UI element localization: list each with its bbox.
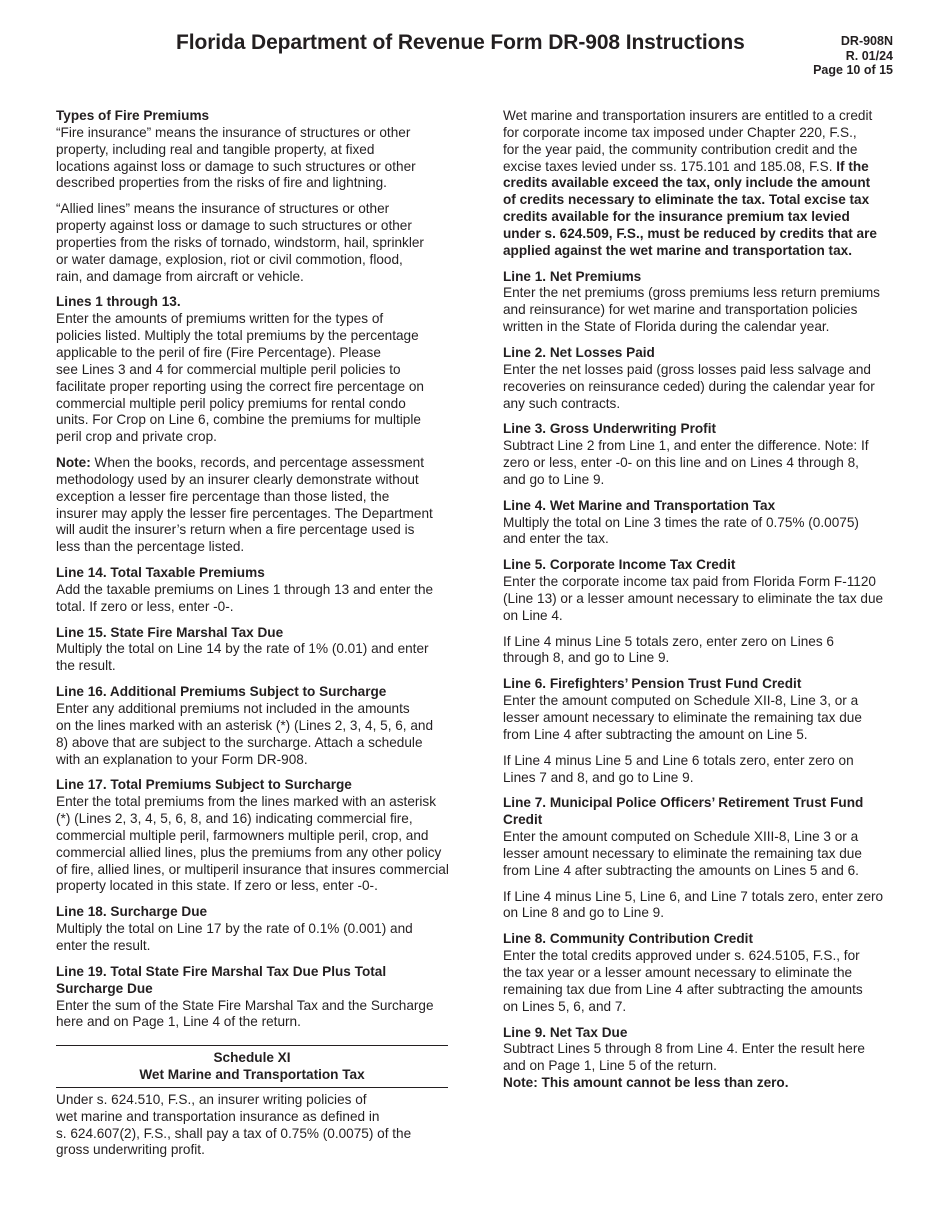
text-line: Under s. 624.510, F.S., an insurer writing policies of bbox=[56, 1091, 367, 1107]
page-title: Florida Department of Revenue Form DR-908 Instructions bbox=[176, 31, 745, 54]
section-heading: Line 1. Net Premiums bbox=[503, 268, 642, 284]
text-line: credits available for the insurance premium tax levied bbox=[503, 209, 850, 225]
types-of-fire-premiums-section bbox=[56, 108, 448, 192]
paragraph bbox=[56, 998, 448, 1032]
paragraph bbox=[56, 701, 448, 768]
text-line: insurer may apply the lesser fire percentages. The Department bbox=[56, 505, 433, 521]
text-line: zero or less, enter -0- on this line and on Lines 4 through 8, bbox=[503, 455, 859, 471]
paragraph bbox=[503, 108, 895, 159]
text-line: Line 19. Total State Fire Marshal Tax Due Plus Total bbox=[56, 963, 387, 979]
text-line: commercial allied lines, plus the premiums from any other policy bbox=[56, 844, 442, 860]
paragraph bbox=[56, 472, 448, 556]
section-heading: Line 4. Wet Marine and Transportation Tax bbox=[503, 497, 776, 513]
lines-1-13-section bbox=[56, 294, 448, 446]
text-line: applicable to the peril of fire (Fire Percentage). Please bbox=[56, 344, 381, 360]
section-heading: Line 8. Community Contribution Credit bbox=[503, 931, 753, 947]
text-line: rain, and damage from aircraft or vehicle. bbox=[56, 268, 304, 284]
paragraph bbox=[56, 311, 448, 446]
text-line: property, including real and tangible property, at fixed bbox=[56, 141, 375, 157]
revision-date: R. 01/24 bbox=[845, 48, 893, 63]
text-line: lesser amount necessary to eliminate the remaining tax due bbox=[503, 845, 862, 861]
text-line: Enter the total premiums from the lines marked with an asterisk bbox=[56, 794, 437, 810]
paragraph bbox=[503, 693, 895, 744]
paragraph bbox=[503, 285, 895, 336]
section-heading: Line 18. Surcharge Due bbox=[56, 904, 208, 920]
intro-paragraph bbox=[503, 108, 895, 260]
text-line: Lines 7 and 8, and go to Line 9. bbox=[503, 769, 694, 785]
section-heading: Line 15. State Fire Marshal Tax Due bbox=[56, 624, 284, 640]
text-line: for the year paid, the community contribution credit and the bbox=[503, 141, 858, 157]
text-line: written in the State of Florida during the calendar year. bbox=[503, 319, 830, 335]
text-line: for corporate income tax imposed under Chapter 220, F.S., bbox=[503, 124, 857, 140]
text-line: exception a lesser fire percentage than those listed, the bbox=[56, 488, 390, 504]
bold-paragraph bbox=[503, 175, 895, 259]
text-line: Subtract Lines 5 through 8 from Line 4. Enter the result here bbox=[503, 1041, 865, 1057]
paragraph bbox=[56, 641, 448, 675]
note-paragraph bbox=[56, 455, 448, 556]
text-line: from Line 4 after subtracting the amounts on Lines 5 and 6. bbox=[503, 862, 859, 878]
section-heading bbox=[56, 964, 448, 998]
text-line: and on Page 1, Line 5 of the return. bbox=[503, 1058, 717, 1074]
line-3-section bbox=[503, 421, 895, 488]
text-line: Enter the amount computed on Schedule XIII-8, Line 3 or a bbox=[503, 829, 859, 845]
text-line: Enter the net premiums (gross premiums less return premiums bbox=[503, 285, 880, 301]
paragraph bbox=[503, 362, 895, 413]
text-line: Enter the corporate income tax paid from Florida Form F-1120 bbox=[503, 574, 876, 590]
section-heading: Line 9. Net Tax Due bbox=[503, 1024, 628, 1040]
text-line: the tax year or a lesser amount necessary to eliminate the bbox=[503, 964, 853, 980]
section-heading: Line 5. Corporate Income Tax Credit bbox=[503, 557, 736, 573]
text-line: facilitate proper reporting using the correct fire percentage on bbox=[56, 378, 424, 394]
text-line: Enter the sum of the State Fire Marshal Tax and the Surcharge bbox=[56, 997, 434, 1013]
line-9-section bbox=[503, 1025, 895, 1092]
text-line: Multiply the total on Line 3 times the rate of 0.75% (0.0075) bbox=[503, 514, 859, 530]
intro-text: excise taxes levied under ss. 175.101 and 185.08, F.S. bbox=[503, 158, 837, 174]
text-line: wet marine and transportation insurance as defined in bbox=[56, 1108, 380, 1124]
text-line: under s. 624.509, F.S., must be reduced by credits that are bbox=[503, 225, 877, 241]
page-number: Page 10 of 15 bbox=[813, 63, 893, 77]
schedule-title: Schedule XI bbox=[213, 1050, 291, 1066]
text-line: commercial multiple peril, farmowners multiple peril, crop, and bbox=[56, 827, 429, 843]
section-heading: Lines 1 through 13. bbox=[56, 294, 181, 310]
section-heading: Line 16. Additional Premiums Subject to Surcharge bbox=[56, 684, 387, 700]
text-line: commercial multiple peril policy premiums for rental condo bbox=[56, 395, 406, 411]
paragraph bbox=[503, 889, 895, 923]
paragraph bbox=[503, 438, 895, 489]
text-line: 8) above that are subject to the surcharge. Attach a schedule bbox=[56, 734, 423, 750]
line-8-section bbox=[503, 931, 895, 1015]
text-line: (Line 13) or a lesser amount necessary to eliminate the tax due bbox=[503, 590, 884, 606]
line-18-section bbox=[56, 904, 448, 955]
text-line: Enter the net losses paid (gross losses paid less salvage and bbox=[503, 361, 871, 377]
text-line: “Allied lines” means the insurance of structures or other bbox=[56, 201, 390, 217]
left-column bbox=[56, 108, 448, 1168]
paragraph bbox=[503, 634, 895, 668]
line-19-section bbox=[56, 964, 448, 1031]
text-line: and enter the tax. bbox=[503, 531, 609, 547]
text-line: peril crop and private crop. bbox=[56, 429, 217, 445]
section-heading: Line 2. Net Losses Paid bbox=[503, 344, 655, 360]
line-2-section bbox=[503, 345, 895, 412]
text-line: will audit the insurer’s return when a fire percentage used is bbox=[56, 522, 415, 538]
paragraph bbox=[503, 1041, 895, 1075]
text-line: lesser amount necessary to eliminate the remaining tax due bbox=[503, 710, 862, 725]
line-15-section bbox=[56, 625, 448, 676]
section-heading: Types of Fire Premiums bbox=[56, 108, 210, 123]
text-line: (*) (Lines 2, 3, 4, 5, 6, 8, and 16) indicating commercial fire, bbox=[56, 811, 413, 827]
text-line: “Fire insurance” means the insurance of structures or other bbox=[56, 124, 411, 140]
intro-bold-text: If the bbox=[836, 158, 869, 174]
text-line: enter the result. bbox=[56, 937, 151, 953]
text-line: If Line 4 minus Line 5, Line 6, and Line 7 totals zero, enter zero bbox=[503, 888, 884, 904]
text-line: properties from the risks of tornado, windstorm, hail, sprinkler bbox=[56, 234, 424, 250]
paragraph bbox=[503, 753, 895, 787]
text-line: credits available exceed the tax, only include the amount bbox=[503, 175, 871, 191]
paragraph bbox=[503, 829, 895, 880]
text-line: of fire, allied lines, or multiperil insurance that insures commercial bbox=[56, 861, 449, 877]
text-line: and reinsurance) for wet marine and transportation policies bbox=[503, 302, 858, 318]
text-line: less than the percentage listed. bbox=[56, 539, 245, 555]
text-line: Add the taxable premiums on Lines 1 through 13 and enter the bbox=[56, 581, 434, 597]
text-line: here and on Page 1, Line 4 of the return. bbox=[56, 1014, 301, 1030]
text-line: total. If zero or less, enter -0-. bbox=[56, 598, 234, 614]
schedule-xi-header bbox=[56, 1045, 448, 1088]
note-label: Note: bbox=[56, 455, 91, 471]
section-heading: Line 17. Total Premiums Subject to Surcharge bbox=[56, 777, 352, 793]
text-line: property against loss or damage to such structures or other bbox=[56, 218, 412, 234]
text-line: Enter the amount computed on Schedule XII-8, Line 3, or a bbox=[503, 693, 859, 709]
line-5-section bbox=[503, 557, 895, 624]
text-line: of credits necessary to eliminate the tax. Total excise tax bbox=[503, 192, 870, 208]
text-line: methodology used by an insurer clearly demonstrate without bbox=[56, 471, 419, 487]
section-heading: Line 14. Total Taxable Premiums bbox=[56, 565, 265, 581]
text-line: on Lines 5, 6, and 7. bbox=[503, 998, 627, 1014]
text-line: Subtract Line 2 from Line 1, and enter the difference. Note: If bbox=[503, 438, 869, 454]
line-4-section bbox=[503, 498, 895, 549]
paragraph bbox=[56, 125, 448, 192]
text-line: locations against loss or damage to such structures or other bbox=[56, 158, 416, 174]
line-14-section bbox=[56, 565, 448, 616]
text-line: recoveries on reinsurance ceded) during the calendar year for bbox=[503, 378, 875, 394]
text-line: with an explanation to your Form DR-908. bbox=[56, 751, 308, 767]
paragraph bbox=[503, 515, 895, 549]
paragraph bbox=[56, 582, 448, 616]
text-line: Enter any additional premiums not included in the amounts bbox=[56, 701, 410, 716]
section-heading bbox=[503, 795, 895, 829]
right-column bbox=[503, 108, 895, 1101]
text-line: policies listed. Multiply the total premiums by the percentage bbox=[56, 328, 419, 344]
paragraph bbox=[56, 921, 448, 955]
text-line: from Line 4 after subtracting the amount on Line 5. bbox=[503, 726, 808, 742]
text-line: If Line 4 minus Line 5 and Line 6 totals zero, enter zero on bbox=[503, 752, 854, 768]
line-6-section bbox=[503, 676, 895, 743]
text-line: Surcharge Due bbox=[56, 980, 153, 996]
text-line: units. For Crop on Line 6, combine the premiums for multiple bbox=[56, 412, 421, 428]
text-line: or water damage, explosion, riot or civil commotion, flood, bbox=[56, 251, 403, 267]
text-line: Line 7. Municipal Police Officers’ Retirement Trust Fund bbox=[503, 795, 864, 811]
line-17-section bbox=[56, 777, 448, 895]
text-line: Wet marine and transportation insurers are entitled to a credit bbox=[503, 108, 873, 123]
text-line: gross underwriting profit. bbox=[56, 1142, 205, 1158]
line-1-section bbox=[503, 269, 895, 336]
text-line: see Lines 3 and 4 for commercial multiple peril policies to bbox=[56, 361, 401, 377]
text-line: applied against the wet marine and transportation tax. bbox=[503, 242, 852, 258]
text-line: and go to Line 9. bbox=[503, 471, 605, 487]
text-line: If Line 4 minus Line 5 totals zero, enter zero on Lines 6 bbox=[503, 633, 834, 649]
text-line: the result. bbox=[56, 658, 116, 674]
note-text: When the books, records, and percentage assessment bbox=[90, 455, 424, 471]
section-heading: Line 6. Firefighters’ Pension Trust Fund Credit bbox=[503, 676, 802, 692]
paragraph bbox=[56, 794, 448, 895]
text-line: Multiply the total on Line 14 by the rate of 1% (0.01) and enter bbox=[56, 641, 429, 657]
text-line: Multiply the total on Line 17 by the rate of 0.1% (0.001) and bbox=[56, 921, 413, 937]
text-line: remaining tax due from Line 4 after subtracting the amounts bbox=[503, 981, 863, 997]
form-number: DR-908N bbox=[840, 34, 893, 48]
line-7-section bbox=[503, 795, 895, 879]
paragraph bbox=[503, 948, 895, 1015]
line-16-section bbox=[56, 684, 448, 768]
text-line: on Line 8 and go to Line 9. bbox=[503, 905, 664, 921]
text-line: any such contracts. bbox=[503, 395, 621, 411]
text-line: on the lines marked with an asterisk (*) (Lines 2, 3, 4, 5, 6, and bbox=[56, 717, 434, 733]
text-line: described properties from the risks of fire and lightning. bbox=[56, 175, 387, 191]
text-line: Enter the total credits approved under s. 624.5105, F.S., for bbox=[503, 948, 860, 964]
text-line: Credit bbox=[503, 812, 543, 828]
text-line: on Line 4. bbox=[503, 607, 563, 623]
text-line: Enter the amounts of premiums written for the types of bbox=[56, 311, 384, 327]
section-heading: Line 3. Gross Underwriting Profit bbox=[503, 421, 716, 437]
text-line: through 8, and go to Line 9. bbox=[503, 650, 670, 666]
paragraph bbox=[56, 201, 448, 285]
form-identifier bbox=[813, 34, 893, 78]
text-line: s. 624.607(2), F.S., shall pay a tax of 0.75% (0.0075) of the bbox=[56, 1125, 412, 1141]
schedule-subtitle: Wet Marine and Transportation Tax bbox=[139, 1067, 365, 1083]
net-tax-note: Note: This amount cannot be less than zero. bbox=[503, 1075, 789, 1091]
paragraph bbox=[56, 1092, 448, 1159]
text-line: property located in this state. If zero or less, enter -0-. bbox=[56, 878, 378, 894]
paragraph bbox=[503, 574, 895, 625]
